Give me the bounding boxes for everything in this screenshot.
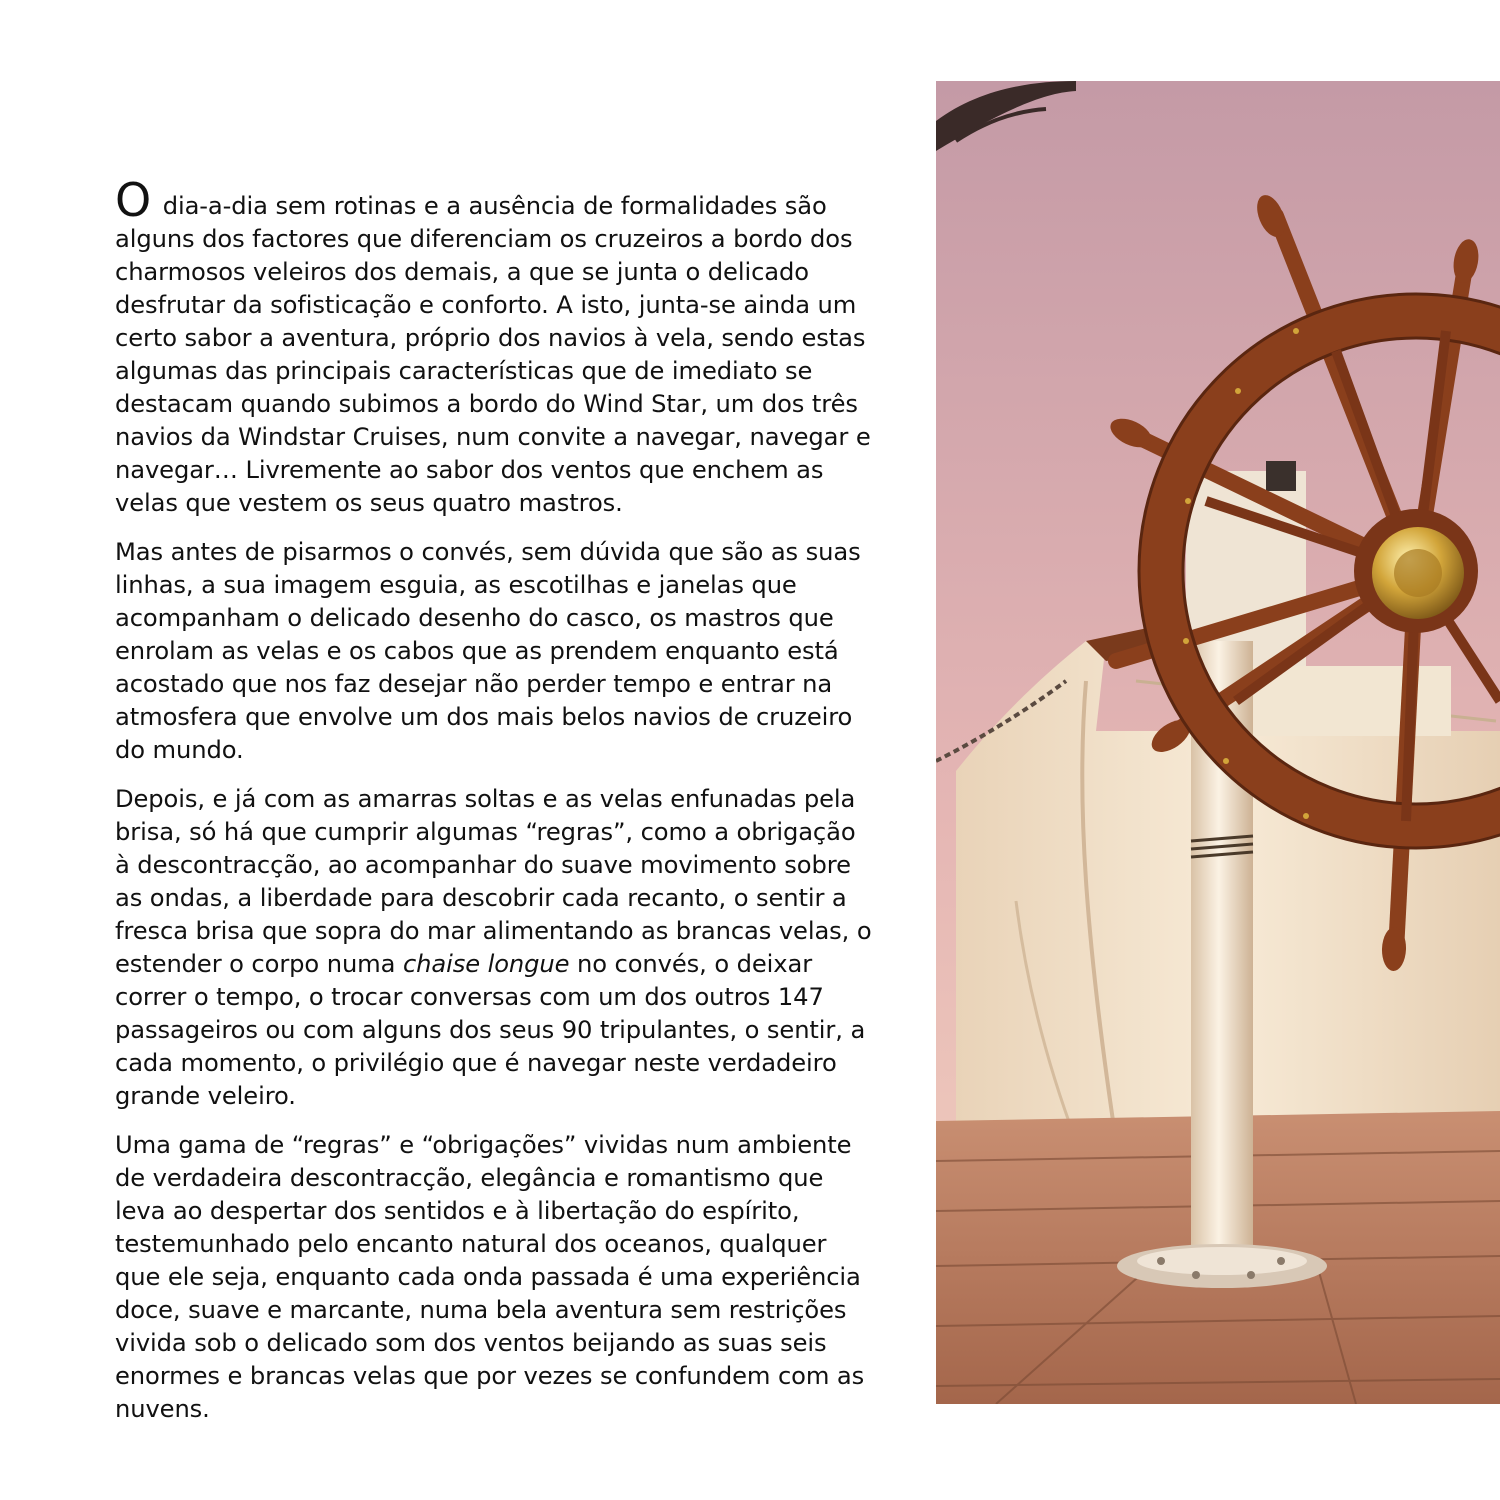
drop-cap: O (115, 173, 152, 227)
ship-wheel-photo (936, 81, 1500, 1404)
italic-phrase: chaise longue (402, 950, 570, 978)
paragraph-3-text-a: Depois, e já com as amarras soltas e as velas enfunadas pela brisa, só há que cumprir algumas “regras”, como a obrigação à descontracção, ao acompanhar do suave movimento sobre as ondas, a liberdade para descobrir cada recanto, o sentir a fresca brisa que sopra do mar alimentando as brancas velas, o estender o corpo numa (115, 785, 872, 978)
paragraph-1-text: dia-a-dia sem rotinas e a ausência de formalidades são alguns dos factores que diferenciam os cruzeiros a bordo dos charmosos veleiros dos demais, a que se junta o delicado desfrutar da sofisticação e conforto. A isto, junta-se ainda um certo sabor a aventura, próprio dos navios à vela, sendo estas algumas das principais características que de imediato se destacam quando subimos a bordo do Wind Star, um dos três navios da Windstar Cruises, num convite a navegar, navegar e navegar… Livremente ao sabor dos ventos que enchem as velas que vestem os seus quatro mastros. (115, 192, 871, 517)
paragraph-4: Uma gama de “regras” e “obrigações” vividas num ambiente de verdadeira descontracção, elegância e romantismo que leva ao despertar dos sentidos e à libertação do espírito, testemunhado pelo encanto natural dos oceanos, qualquer que ele seja, enquanto cada onda passada é uma experiência doce, suave e marcante, numa bela aventura sem restrições vivida sob o delicado som dos ventos beijando as suas seis enormes e brancas velas que por vezes se confundem com as nuvens. (115, 1131, 865, 1423)
ship-wheel-illustration (936, 81, 1500, 1404)
article-body (115, 173, 875, 1442)
paragraph-3 (115, 783, 875, 1113)
paragraph-3-text-b: no convés, o deixar correr o tempo, o trocar conversas com um dos outros 147 passageiros ou com alguns dos seus 90 tripulantes, o sentir, a cada momento, o privilégio que é navegar neste verdadeiro grande veleiro. (115, 950, 866, 1110)
paragraph-2: Mas antes de pisarmos o convés, sem dúvida que são as suas linhas, a sua imagem esguia, as escotilhas e janelas que acompanham o delicado desenho do casco, os mastros que enrolam as velas e os cabos que as prendem enquanto está acostado que nos faz desejar não perder tempo e entrar na atmosfera que envolve um dos mais belos navios de cruzeiro do mundo. (115, 538, 861, 764)
paragraph-1 (115, 173, 875, 520)
